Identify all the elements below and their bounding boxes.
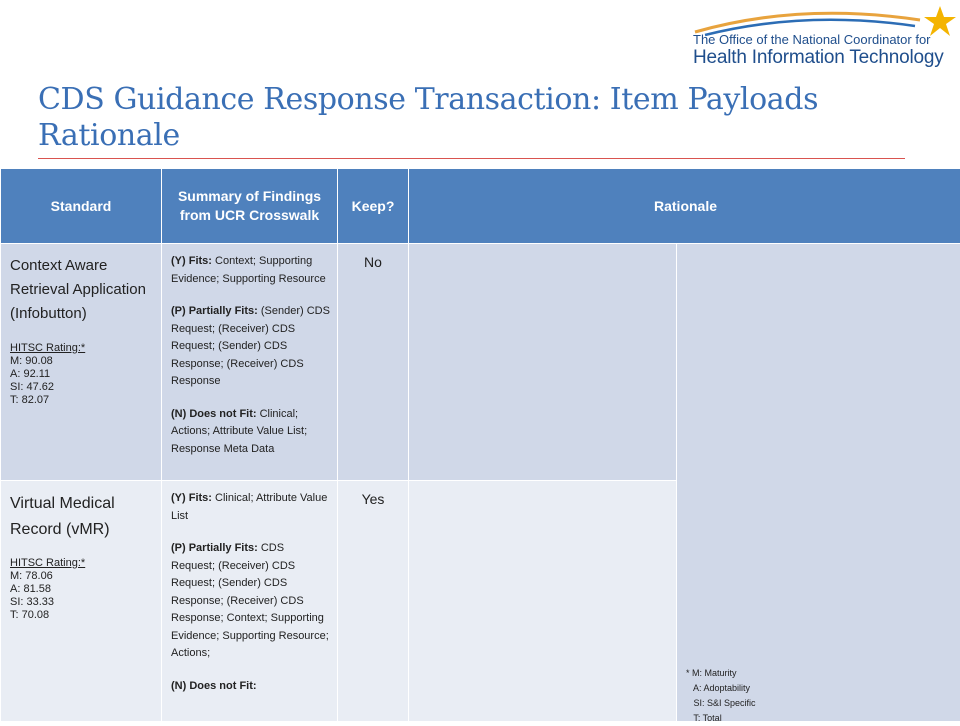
findings-cell: (Y) Fits: Clinical; Attribute Value List (P) Partially Fits: CDS Request; (Receiver) CDS Request; (Sender) CDS Response; (Receiver) CDS Response; Context; Supporting Evidence; Supporting Resource; Actions; (N) Does not Fit: — [162, 481, 338, 722]
keep-cell: Yes — [338, 481, 409, 722]
header-rationale: Rationale — [409, 169, 960, 244]
header-keep: Keep? — [338, 169, 409, 244]
rationale-cell — [409, 244, 677, 481]
standard-name: Context Aware Retrieval Application (Infobutton) — [10, 254, 153, 326]
rationale-table — [0, 168, 960, 722]
standard-name: Virtual Medical Record (vMR) — [10, 491, 153, 543]
header-standard: Standard — [1, 169, 162, 244]
hitsc-rating: HITSC Rating:* M: 90.08 A: 92.11 SI: 47.62 T: 82.07 — [10, 342, 153, 407]
page-title: CDS Guidance Response Transaction: Item Payloads Rationale — [38, 82, 918, 154]
logo-line-2: Health Information Technology — [693, 47, 944, 69]
findings-cell: (Y) Fits: Context; Supporting Evidence; Supporting Resource (P) Partially Fits: (Sender) CDS Request; (Receiver) CDS Request; (Sender) CDS Response; (Receiver) CDS Response (N) Does not Fit: Clinical; Actions; Attribute Value List; Response Meta Data — [162, 244, 338, 481]
hitsc-rating: HITSC Rating:* M: 78.06 A: 81.58 SI: 33.33 T: 70.08 — [10, 557, 153, 622]
onc-logo — [690, 2, 960, 72]
logo-line-1: The Office of the National Coordinator for — [693, 32, 931, 47]
keep-cell: No — [338, 244, 409, 481]
rating-legend: * M: Maturity A: Adoptability SI: S&I Specific T: Total — [686, 666, 756, 726]
rationale-cell — [409, 481, 677, 722]
standard-cell — [1, 244, 162, 481]
table-row — [1, 244, 960, 481]
rationale-notes-cell — [677, 244, 960, 722]
standard-cell — [1, 481, 162, 722]
title-divider — [38, 158, 905, 159]
header-summary: Summary of Findings from UCR Crosswalk — [162, 169, 338, 244]
table-header-row — [1, 169, 960, 244]
